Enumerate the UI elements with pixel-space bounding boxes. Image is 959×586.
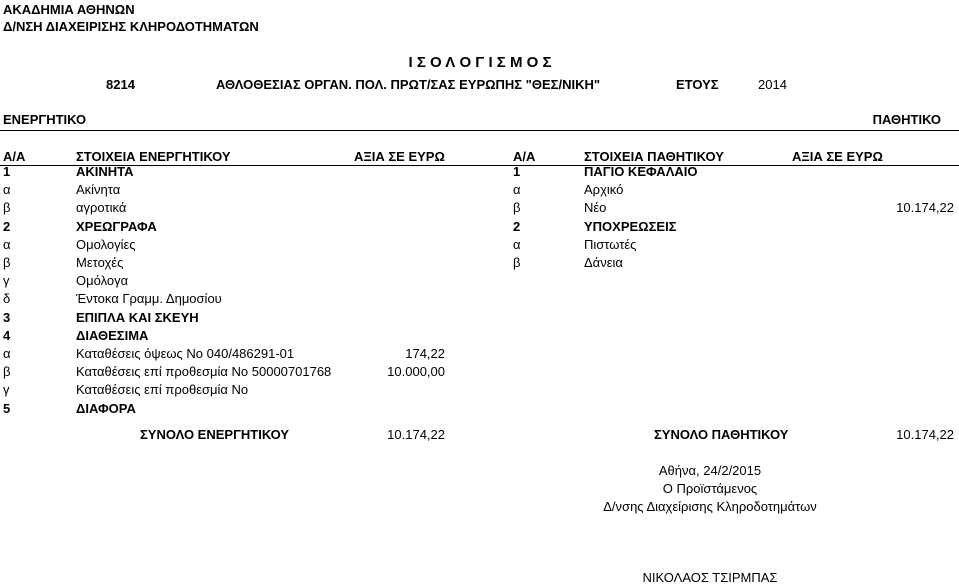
header-value-left: ΑΞΙΑ ΣΕ ΕΥΡΩ [354,149,445,164]
row-number: α [3,236,11,252]
row-label: Έντοκα Γραμμ. Δημοσίου [76,291,222,307]
row-number: α [3,182,11,198]
row-label: αγροτικά [76,200,127,216]
row-value: 10.174,22 [896,200,954,216]
header-items-left: ΣΤΟΙΧΕΙΑ ΕΝΕΡΓΗΤΙΚΟΥ [76,149,231,164]
org-department: Δ/ΝΣΗ ΔΙΑΧΕΙΡΙΣΗΣ ΚΛΗΡΟΔΟΤΗΜΑΤΩΝ [3,19,259,34]
row-number: 2 [3,218,11,234]
row-number: α [513,236,521,252]
assets-section-label: ΕΝΕΡΓΗΤΙΚΟ [3,112,87,127]
row-number: 3 [3,309,11,325]
assets-total-value: 10.174,22 [387,427,445,442]
row-number: β [513,200,521,216]
row-label: Καταθέσεις επί προθεσμία Νο 50000701768 [76,364,332,380]
row-label: ΔΙΑΦΟΡΑ [76,400,136,416]
row-label: Πιστωτές [584,236,637,252]
header-aa-left: Α/Α [3,149,26,164]
section-divider [0,130,959,131]
row-number: β [3,200,11,216]
row-value: 174,22 [405,346,445,361]
year-value: 2014 [758,77,787,92]
header-items-right: ΣΤΟΙΧΕΙΑ ΠΑΘΗΤΙΚΟΥ [584,149,724,164]
header-aa-right: Α/Α [513,149,536,164]
row-number: α [513,182,521,198]
row-label: Ομόλογα [76,273,129,289]
row-number: 2 [513,218,521,234]
row-label: ΔΙΑΘΕΣΙΜΑ [76,327,149,343]
signature-role: Ο Προϊστάμενος [662,481,758,496]
header-value-right: ΑΞΙΑ ΣΕ ΕΥΡΩ [792,149,883,164]
org-name: ΑΚΑΔΗΜΙΑ ΑΘΗΝΩΝ [3,2,135,17]
row-label: Ακίνητα [76,182,121,198]
year-label: ΕΤΟΥΣ [676,77,719,92]
row-label: Καταθέσεις όψεως Νο 040/486291-01 [76,346,295,361]
page-title: Ι Σ Ο Λ Ο Γ Ι Σ Μ Ο Σ [408,54,552,71]
row-label: ΧΡΕΩΓΡΑΦΑ [76,218,157,234]
row-number: γ [3,382,10,398]
row-number: β [3,255,11,270]
row-label: ΠΑΓΙΟ ΚΕΦΑΛΑΙΟ [584,164,698,179]
liabilities-total-value: 10.174,22 [896,427,954,442]
row-label: Νέο [584,200,607,216]
row-label: ΥΠΟΧΡΕΩΣΕΙΣ [584,218,677,234]
row-label: Ομολογίες [76,236,136,252]
row-label: Μετοχές [76,255,124,270]
row-number: 5 [3,400,11,416]
row-number: α [3,346,11,361]
row-number: δ [3,291,11,307]
row-value: 10.000,00 [387,364,445,380]
row-label: Δάνεια [584,255,623,270]
row-number: β [3,364,11,380]
signature-department: Δ/νσης Διαχείρισης Κληροδοτημάτων [603,499,817,514]
row-number: β [513,255,521,270]
account-code: 8214 [106,77,135,92]
row-label: ΕΠΙΠΛΑ ΚΑΙ ΣΚΕΥΗ [76,309,199,325]
row-label: ΑΚΙΝΗΤΑ [76,164,134,179]
liabilities-section-label: ΠΑΘΗΤΙΚΟ [872,112,941,127]
signature-name: ΝΙΚΟΛΑΟΣ ΤΣΙΡΜΠΑΣ [642,570,778,585]
account-name: ΑΘΛΟΘΕΣΙΑΣ ΟΡΓΑΝ. ΠΟΛ. ΠΡΩΤ/ΣΑΣ ΕΥΡΩΠΗΣ "ΘΕΣ/ΝΙΚΗ" [216,77,601,92]
assets-total-label: ΣΥΝΟΛΟ ΕΝΕΡΓΗΤΙΚΟΥ [140,427,290,442]
row-number: 1 [3,164,11,179]
row-number: 1 [513,164,521,179]
row-number: 4 [3,327,11,343]
row-number: γ [3,273,10,289]
liabilities-total-label: ΣΥΝΟΛΟ ΠΑΘΗΤΙΚΟΥ [654,427,789,442]
row-label: Καταθέσεις επί προθεσμία Νο [76,382,249,398]
row-label: Αρχικό [584,182,624,198]
signature-place-date: Αθήνα, 24/2/2015 [658,463,762,478]
